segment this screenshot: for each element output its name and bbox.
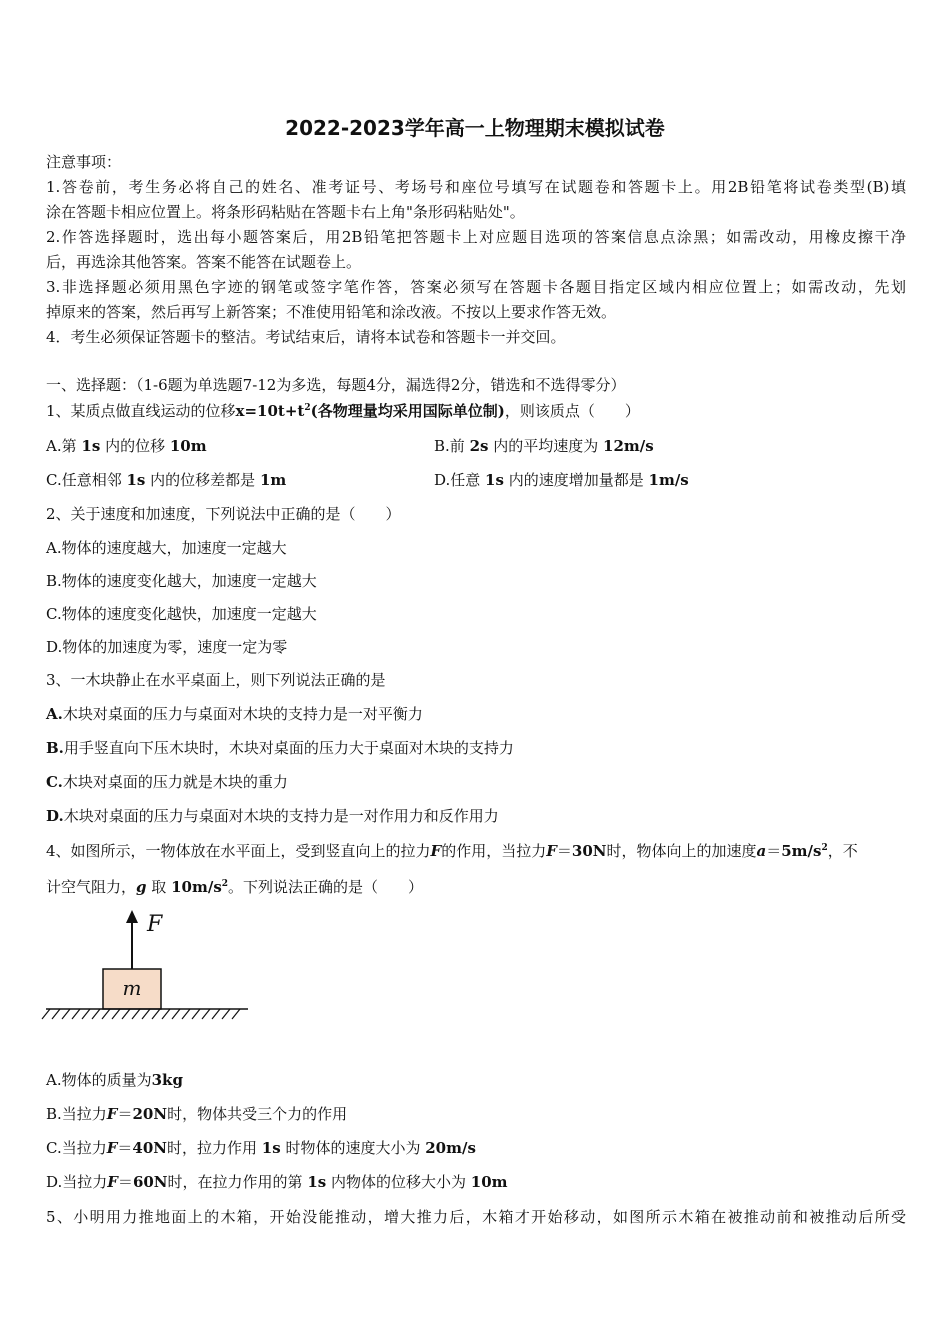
opt-value: 10m [470,1173,508,1191]
hatch-mark [62,1009,70,1019]
q4-text: ＝ [556,842,572,860]
question-4-stem [46,841,858,861]
opt-symbol: F [107,1173,118,1191]
notice-line: 4．考生必须保证答题卡的整洁。考试结束后，请将本试卷和答题卡一并交回。 [46,328,566,346]
hatch-mark [212,1009,220,1019]
opt-letter: B. [46,739,64,757]
q1-unit: (各物理量均采用国际单位制) [310,402,505,420]
opt-text: 时，在拉力作用的第 [167,1173,303,1191]
opt-text: 木块对桌面的压力就是木块的重力 [62,773,288,791]
q2-option-c[interactable]: C.物体的速度变化越快，加速度一定越大 [46,605,317,623]
q2-option-a[interactable]: A.物体的速度越大，加速度一定越大 [46,539,287,557]
opt-value: 40N [132,1139,167,1157]
hatch-mark [202,1009,210,1019]
q3-option-c[interactable] [46,772,288,792]
notice-line: 涂在答题卡相应位置上。将条形码粘贴在答题卡右上角"条形码粘贴处"。 [46,203,525,221]
q4-sup: 2 [221,879,229,889]
opt-value: 1s [307,1173,327,1191]
opt-text: 时，拉力作用 [166,1139,257,1157]
q2-option-d[interactable]: D.物体的加速度为零，速度一定为零 [46,638,288,656]
question-1-stem [46,401,640,421]
q4-option-a[interactable] [46,1070,183,1090]
opt-value: 1s [81,437,101,455]
hatch-mark [132,1009,140,1019]
q4-text: ＝ [766,842,782,860]
q4-text: 取 [151,878,167,896]
q4-symbol: g [136,878,147,896]
opt-text: 用手竖直向下压木块时，木块对桌面的压力大于桌面对木块的支持力 [63,739,514,757]
hatch-mark [52,1009,60,1019]
hatch-mark [192,1009,200,1019]
hatch-mark [82,1009,90,1019]
q4-text: ，不 [827,842,858,860]
q4-option-d[interactable] [46,1172,508,1192]
opt-text: ＝ [117,1105,133,1123]
opt-text: 木块对桌面的压力与桌面对木块的支持力是一对平衡力 [62,705,423,723]
q1-formula: x=10t+t [235,402,305,420]
q4-option-c[interactable] [46,1138,476,1158]
q2-option-b[interactable]: B.物体的速度变化越大，加速度一定越大 [46,572,317,590]
opt-text: 内的位移 [105,437,166,455]
hatch-mark [42,1009,50,1019]
page-title: 2022-2023学年高一上物理期末模拟试卷 [285,116,665,140]
q4-text: 。下列说法正确的是（ ） [228,878,424,896]
hatch-mark [102,1009,110,1019]
q3-option-d[interactable] [46,806,499,826]
opt-text: D.当拉力 [46,1173,108,1191]
hatch-mark [72,1009,80,1019]
opt-text: B.当拉力 [46,1105,107,1123]
ground-hatching [42,1009,240,1019]
hatch-mark [112,1009,120,1019]
notice-line: 后，再选涂其他答案。答案不能答在试题卷上。 [46,253,362,271]
opt-value: 1s [261,1139,281,1157]
q1-option-b[interactable] [434,436,654,456]
q4-text: 的作用，当拉力 [441,842,547,860]
q4-value: 10m/s [171,878,222,896]
opt-text: 木块对桌面的压力与桌面对木块的支持力是一对作用力和反作用力 [63,807,499,825]
opt-text: ＝ [117,1173,133,1191]
opt-value: 1m/s [648,471,689,489]
opt-symbol: F [106,1139,118,1157]
opt-value: 1s [485,471,504,489]
mass-label: m [122,976,142,1000]
q4-symbol: F [546,842,557,860]
q4-text: 计空气阻力， [46,878,137,896]
hatch-mark [232,1009,240,1019]
opt-symbol: F [106,1105,118,1123]
opt-text: C.当拉力 [46,1139,107,1157]
notice-line: 1.答卷前，考生务必将自己的姓名、准考证号、考场号和座位号填写在试题卷和答题卡上。用2B铅笔将试卷类型(B)填 [46,178,906,196]
opt-value: 10m [169,437,207,455]
question-4-stem-2 [46,877,423,897]
q4-value: 5m/s [781,842,822,860]
force-diagram [40,905,260,1025]
q1-text: ，则该质点（ ） [504,402,640,420]
force-label: F [147,912,163,937]
opt-value: 60N [132,1173,168,1191]
opt-text: 内的平均速度为 [493,437,599,455]
opt-text: 时物体的速度大小为 [285,1139,421,1157]
hatch-mark [172,1009,180,1019]
hatch-mark [92,1009,100,1019]
q4-symbol: a [756,842,767,860]
notice-line: 掉原来的答案，然后再写上新答案；不准使用铅笔和涂改液。不按以上要求作答无效。 [46,303,617,321]
opt-letter: C. [46,773,63,791]
opt-text: ＝ [117,1139,133,1157]
q1-text: 1、某质点做直线运动的位移 [46,402,236,420]
q3-option-b[interactable] [46,738,514,758]
q1-option-d[interactable] [434,470,689,490]
opt-text: 时，物体共受三个力的作用 [167,1105,348,1123]
opt-text: A.第 [46,437,77,455]
q4-value: 30N [571,842,607,860]
opt-value: 1m [259,471,287,489]
opt-text: 内的位移差都是 [150,471,256,489]
q4-symbol: F [430,842,442,860]
opt-text: A.物体的质量为 [46,1071,152,1089]
opt-letter: D. [46,807,64,825]
question-2-stem: 2、关于速度和加速度，下列说法中正确的是（ ） [46,505,401,523]
section-heading: 一、选择题：（1-6题为单选题7-12为多选，每题4分，漏选得2分，错选和不选得零分） [46,376,626,394]
opt-value: 20m/s [425,1139,476,1157]
question-3-stem: 3、一木块静止在水平桌面上，则下列说法正确的是 [46,671,386,689]
hatch-mark [152,1009,160,1019]
opt-text: D.任意 [434,471,481,489]
q4-option-b[interactable] [46,1104,347,1124]
hatch-mark [142,1009,150,1019]
q4-text: 4、如图所示，一物体放在水平面上，受到竖直向上的拉力 [46,842,431,860]
opt-value: 3kg [151,1071,183,1089]
question-5-stem: 5、小明用力推地面上的木箱，开始没能推动，增大推力后，木箱才开始移动，如图所示木箱在被推动前和被推动后所受 [46,1208,906,1226]
hatch-mark [162,1009,170,1019]
opt-text: C.任意相邻 [46,471,122,489]
opt-value: 20N [132,1105,168,1123]
opt-value: 12m/s [603,437,654,455]
opt-text: 内的速度增加量都是 [508,471,644,489]
q3-option-a[interactable] [46,704,423,724]
opt-letter: A. [46,705,63,723]
notice-heading: 注意事项： [46,153,122,171]
hatch-mark [182,1009,190,1019]
opt-text: 内物体的位移大小为 [331,1173,467,1191]
notice-line: 2.作答选择题时，选出每小题答案后，用2B铅笔把答题卡上对应题目选项的答案信息点涂黑；如需改动，用橡皮擦干净 [46,228,906,246]
q1-option-a[interactable] [46,436,207,456]
q1-sup: 2 [304,403,311,413]
notice-line: 3.非选择题必须用黑色字迹的钢笔或签字笔作答，答案必须写在答题卡各题目指定区域内相应位置上；如需改动，先划 [46,278,906,296]
q4-sup: 2 [821,843,828,853]
opt-text: B.前 [434,437,465,455]
hatch-mark [222,1009,230,1019]
opt-value: 1s [126,471,146,489]
q4-text: 时，物体向上的加速度 [606,842,757,860]
opt-value: 2s [469,437,489,455]
hatch-mark [122,1009,130,1019]
force-arrow-head [126,910,138,923]
q1-option-c[interactable] [46,470,286,490]
